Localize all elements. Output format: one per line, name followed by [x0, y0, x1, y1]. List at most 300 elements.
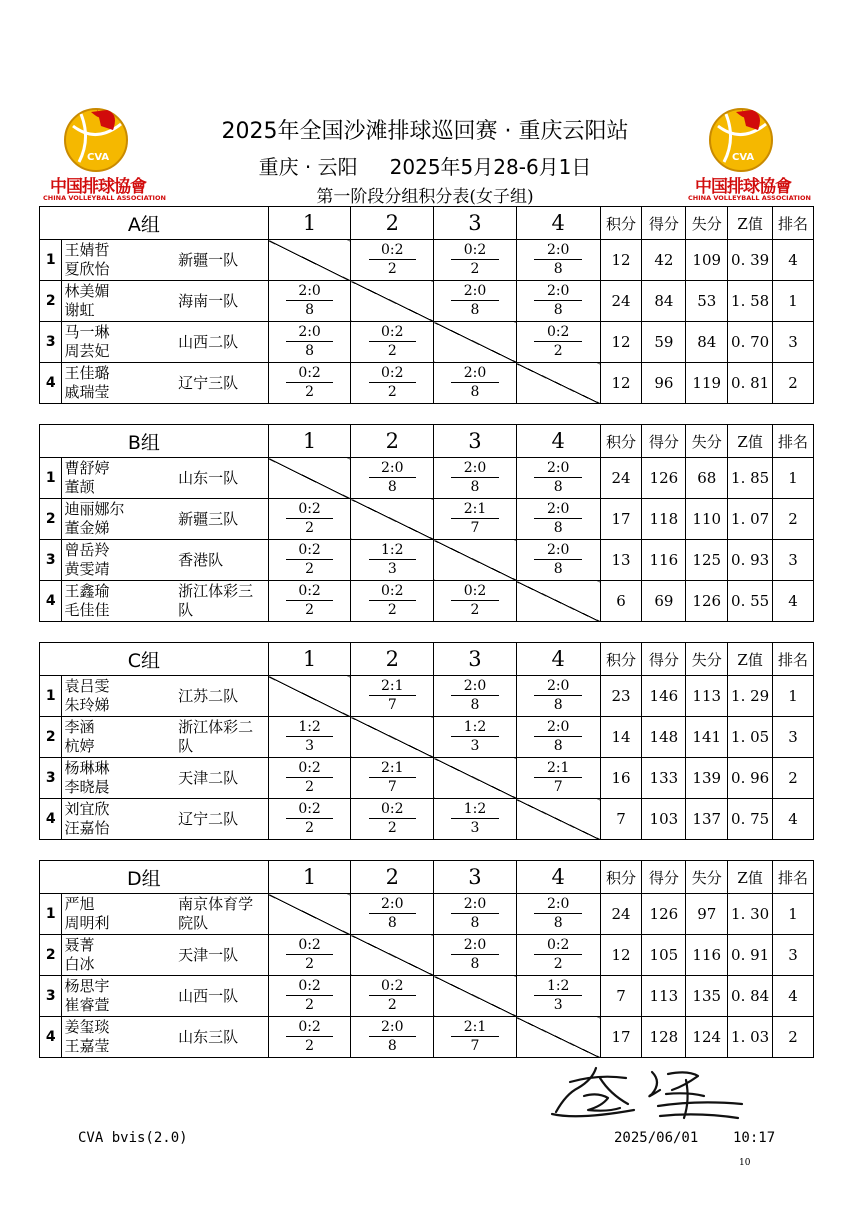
player-1: 马一琳	[64, 323, 110, 341]
row-number: 1	[40, 240, 62, 281]
col-header-opponent: 2	[351, 643, 434, 676]
col-header-opponent: 2	[351, 425, 434, 458]
match-result-cell	[516, 717, 600, 758]
col-header-stat: Z值	[728, 861, 773, 894]
match-points: 2	[387, 383, 397, 400]
col-header-opponent: 1	[268, 861, 351, 894]
match-points: 3	[553, 996, 563, 1013]
stat-points: 12	[600, 363, 642, 404]
stat-z: 1. 05	[728, 717, 773, 758]
group-name: D组	[40, 861, 269, 894]
group-table-b	[39, 424, 814, 622]
match-score: 0:2	[369, 324, 416, 342]
logo-en-text: CHINA VOLLEYBALL ASSOCIATION	[43, 194, 166, 202]
group-table-a	[39, 206, 814, 404]
stat-lost: 53	[686, 281, 728, 322]
team-name	[168, 799, 268, 840]
stat-won: 69	[642, 581, 686, 622]
match-result-cell	[516, 935, 600, 976]
team-name	[168, 935, 268, 976]
match-points: 2	[305, 383, 315, 400]
match-result-cell	[434, 281, 517, 322]
col-header-stat: 失分	[686, 207, 728, 240]
match-result-cell	[434, 240, 517, 281]
col-header-stat: 失分	[686, 425, 728, 458]
stat-won: 103	[642, 799, 686, 840]
team-name-line: 队	[178, 601, 194, 619]
player-1: 袁吕雯	[64, 677, 110, 695]
match-result-cell	[434, 581, 517, 622]
match-result-cell	[516, 499, 600, 540]
match-result-cell	[268, 799, 351, 840]
player-1: 聂菁	[64, 936, 95, 954]
col-header-opponent: 3	[434, 861, 517, 894]
match-points: 2	[305, 601, 315, 618]
match-score: 2:0	[451, 678, 498, 696]
player-2: 王嘉莹	[64, 1037, 110, 1055]
self-match-cell	[516, 799, 600, 840]
team-row	[40, 540, 814, 581]
match-result-cell	[268, 281, 351, 322]
player-names	[62, 458, 168, 499]
match-result-cell	[516, 758, 600, 799]
match-result-cell	[268, 758, 351, 799]
stat-won: 126	[642, 894, 686, 935]
team-row	[40, 935, 814, 976]
col-header-stat: 得分	[642, 425, 686, 458]
match-points: 2	[387, 601, 397, 618]
stat-lost: 97	[686, 894, 728, 935]
stat-points: 13	[600, 540, 642, 581]
player-2: 朱玲娣	[64, 696, 110, 714]
team-name	[168, 322, 268, 363]
match-result-cell	[516, 540, 600, 581]
stat-rank: 3	[773, 322, 814, 363]
match-result-cell	[434, 935, 517, 976]
match-points: 7	[470, 519, 480, 536]
match-points: 2	[553, 955, 563, 972]
team-name-line: 院队	[178, 914, 209, 932]
col-header-stat: 得分	[642, 207, 686, 240]
match-result-cell	[434, 1017, 517, 1058]
stat-lost: 141	[686, 717, 728, 758]
team-name	[168, 976, 268, 1017]
event-dates: 2025年5月28-6月1日	[389, 155, 592, 179]
group-header-row	[40, 643, 814, 676]
self-match-cell	[434, 758, 517, 799]
match-result-cell	[434, 458, 517, 499]
stat-lost: 139	[686, 758, 728, 799]
match-points: 8	[305, 342, 315, 359]
stat-lost: 68	[686, 458, 728, 499]
match-result-cell	[434, 894, 517, 935]
stat-lost: 113	[686, 676, 728, 717]
stat-lost: 110	[686, 499, 728, 540]
match-result-cell	[351, 540, 434, 581]
team-row	[40, 758, 814, 799]
match-points: 2	[305, 778, 315, 795]
player-2: 黄雯靖	[64, 560, 110, 578]
match-score: 0:2	[451, 242, 498, 260]
match-score: 2:0	[369, 1019, 416, 1037]
match-score: 1:2	[369, 542, 416, 560]
team-row	[40, 240, 814, 281]
stat-points: 17	[600, 499, 642, 540]
stat-z: 1. 29	[728, 676, 773, 717]
team-name-line: 江苏二队	[178, 686, 239, 705]
stat-rank: 3	[773, 717, 814, 758]
match-score: 0:2	[534, 937, 582, 955]
match-score: 0:2	[369, 583, 416, 601]
match-score: 0:2	[286, 937, 333, 955]
match-result-cell	[268, 1017, 351, 1058]
stat-points: 24	[600, 281, 642, 322]
row-number: 3	[40, 322, 62, 363]
stat-lost: 116	[686, 935, 728, 976]
match-points: 8	[553, 737, 563, 754]
match-score: 2:0	[534, 283, 582, 301]
match-points: 8	[470, 955, 480, 972]
team-name	[168, 281, 268, 322]
group-header-row	[40, 207, 814, 240]
stat-lost: 135	[686, 976, 728, 1017]
team-row	[40, 458, 814, 499]
col-header-opponent: 4	[516, 425, 600, 458]
match-score: 2:0	[534, 678, 582, 696]
group-name: A组	[40, 207, 269, 240]
match-points: 8	[387, 1037, 397, 1054]
team-name-line: 新疆一队	[178, 250, 239, 269]
player-2: 李晓晨	[64, 778, 110, 796]
self-match-cell	[516, 1017, 600, 1058]
player-names	[62, 894, 168, 935]
stat-z: 1. 07	[728, 499, 773, 540]
team-row	[40, 799, 814, 840]
team-name-line: 山西一队	[178, 986, 239, 1005]
match-result-cell	[351, 1017, 434, 1058]
svg-text:CVA: CVA	[732, 152, 755, 163]
match-result-cell	[268, 935, 351, 976]
team-name-line: 天津一队	[178, 945, 239, 964]
col-header-opponent: 4	[516, 643, 600, 676]
stat-points: 6	[600, 581, 642, 622]
self-match-cell	[268, 458, 351, 499]
stat-rank: 2	[773, 758, 814, 799]
stat-won: 126	[642, 458, 686, 499]
match-score: 2:0	[369, 896, 416, 914]
match-result-cell	[516, 322, 600, 363]
team-name-line: 南京体育学	[178, 895, 254, 913]
match-points: 8	[553, 519, 563, 536]
row-number: 2	[40, 717, 62, 758]
group-table-c	[39, 642, 814, 840]
match-result-cell	[351, 976, 434, 1017]
col-header-stat: Z值	[728, 643, 773, 676]
player-names	[62, 717, 168, 758]
team-row	[40, 499, 814, 540]
match-score: 2:0	[534, 719, 582, 737]
match-score: 2:1	[451, 501, 498, 519]
stat-lost: 125	[686, 540, 728, 581]
self-match-cell	[268, 676, 351, 717]
match-result-cell	[351, 322, 434, 363]
match-score: 2:0	[369, 460, 416, 478]
svg-text:CVA: CVA	[87, 152, 110, 163]
player-names	[62, 540, 168, 581]
self-match-cell	[434, 976, 517, 1017]
stat-rank: 1	[773, 458, 814, 499]
team-row	[40, 676, 814, 717]
stat-rank: 1	[773, 281, 814, 322]
stat-rank: 3	[773, 540, 814, 581]
match-score: 2:1	[534, 760, 582, 778]
player-1: 曾岳羚	[64, 541, 110, 559]
match-result-cell	[351, 363, 434, 404]
col-header-opponent: 1	[268, 643, 351, 676]
match-points: 8	[387, 478, 397, 495]
footer-date: 2025/06/01	[614, 1130, 699, 1146]
match-points: 3	[470, 819, 480, 836]
stat-points: 7	[600, 976, 642, 1017]
stat-z: 0. 96	[728, 758, 773, 799]
player-2: 董颉	[64, 478, 95, 496]
match-points: 2	[305, 519, 315, 536]
match-result-cell	[516, 458, 600, 499]
stat-z: 0. 55	[728, 581, 773, 622]
match-points: 7	[387, 696, 397, 713]
match-points: 8	[553, 560, 563, 577]
self-match-cell	[268, 894, 351, 935]
footer-time: 10:17	[733, 1130, 776, 1146]
match-points: 8	[470, 301, 480, 318]
col-header-stat: 积分	[600, 861, 642, 894]
player-2: 白冰	[64, 955, 95, 973]
stat-rank: 2	[773, 363, 814, 404]
match-score: 0:2	[369, 365, 416, 383]
player-2: 戚瑞莹	[64, 383, 110, 401]
stat-z: 0. 70	[728, 322, 773, 363]
match-result-cell	[268, 322, 351, 363]
stat-rank: 4	[773, 581, 814, 622]
player-names	[62, 976, 168, 1017]
match-score: 0:2	[286, 1019, 333, 1037]
stat-rank: 2	[773, 499, 814, 540]
match-points: 2	[470, 260, 480, 277]
player-names	[62, 799, 168, 840]
stat-z: 0. 75	[728, 799, 773, 840]
match-points: 8	[553, 914, 563, 931]
match-score: 2:0	[286, 283, 333, 301]
player-1: 王婧哲	[64, 241, 110, 259]
player-2: 杭婷	[64, 737, 95, 755]
player-names	[62, 676, 168, 717]
match-score: 0:2	[286, 583, 333, 601]
team-row	[40, 581, 814, 622]
self-match-cell	[434, 322, 517, 363]
player-2: 董金娣	[64, 519, 110, 537]
stat-won: 96	[642, 363, 686, 404]
stat-z: 1. 30	[728, 894, 773, 935]
match-points: 8	[470, 383, 480, 400]
col-header-stat: 排名	[773, 425, 814, 458]
col-header-stat: 失分	[686, 861, 728, 894]
player-2: 汪嘉怡	[64, 819, 110, 837]
team-row	[40, 1017, 814, 1058]
match-score: 1:2	[534, 978, 582, 996]
player-2: 谢虹	[64, 301, 95, 319]
stat-z: 1. 85	[728, 458, 773, 499]
match-points: 8	[553, 696, 563, 713]
row-number: 3	[40, 758, 62, 799]
player-1: 杨思宇	[64, 977, 110, 995]
match-result-cell	[434, 499, 517, 540]
stat-lost: 119	[686, 363, 728, 404]
match-points: 8	[470, 696, 480, 713]
stat-lost: 84	[686, 322, 728, 363]
player-names	[62, 499, 168, 540]
match-points: 2	[305, 955, 315, 972]
stage-title: 第一阶段分组积分表(女子组)	[316, 187, 534, 207]
col-header-stat: Z值	[728, 425, 773, 458]
stat-points: 24	[600, 894, 642, 935]
player-1: 李涵	[64, 718, 95, 736]
stat-z: 0. 39	[728, 240, 773, 281]
match-score: 0:2	[369, 242, 416, 260]
row-number: 3	[40, 976, 62, 1017]
stat-won: 118	[642, 499, 686, 540]
col-header-stat: 排名	[773, 861, 814, 894]
stat-won: 42	[642, 240, 686, 281]
stat-z: 1. 03	[728, 1017, 773, 1058]
match-result-cell	[268, 976, 351, 1017]
match-result-cell	[351, 894, 434, 935]
player-2: 周明利	[64, 914, 110, 932]
row-number: 4	[40, 581, 62, 622]
team-row	[40, 363, 814, 404]
player-2: 毛佳佳	[64, 601, 110, 619]
match-points: 7	[387, 778, 397, 795]
match-result-cell	[351, 240, 434, 281]
match-points: 8	[470, 914, 480, 931]
match-result-cell	[351, 758, 434, 799]
col-header-opponent: 4	[516, 207, 600, 240]
team-name-line: 海南一队	[178, 291, 239, 310]
stat-won: 84	[642, 281, 686, 322]
match-points: 3	[387, 560, 397, 577]
col-header-opponent: 1	[268, 425, 351, 458]
row-number: 2	[40, 499, 62, 540]
player-1: 刘宜欣	[64, 800, 110, 818]
match-score: 0:2	[451, 583, 498, 601]
self-match-cell	[351, 935, 434, 976]
player-1: 王佳璐	[64, 364, 110, 382]
stat-won: 116	[642, 540, 686, 581]
player-names	[62, 1017, 168, 1058]
team-row	[40, 281, 814, 322]
stat-rank: 4	[773, 240, 814, 281]
match-result-cell	[434, 676, 517, 717]
stat-z: 0. 93	[728, 540, 773, 581]
player-1: 姜玺琰	[64, 1018, 110, 1036]
row-number: 4	[40, 363, 62, 404]
player-names	[62, 935, 168, 976]
match-score: 2:1	[369, 760, 416, 778]
match-score: 2:0	[451, 937, 498, 955]
match-score: 1:2	[451, 719, 498, 737]
col-header-stat: 排名	[773, 643, 814, 676]
match-points: 8	[553, 260, 563, 277]
self-match-cell	[351, 717, 434, 758]
match-score: 2:1	[451, 1019, 498, 1037]
match-result-cell	[434, 799, 517, 840]
player-2: 崔睿萱	[64, 996, 110, 1014]
match-points: 8	[553, 301, 563, 318]
team-name	[168, 894, 268, 935]
match-score: 0:2	[286, 760, 333, 778]
stat-lost: 137	[686, 799, 728, 840]
match-points: 8	[305, 301, 315, 318]
row-number: 1	[40, 894, 62, 935]
stat-won: 146	[642, 676, 686, 717]
player-names	[62, 281, 168, 322]
page-title: 2025年全国沙滩排球巡回赛 · 重庆云阳站	[221, 119, 629, 144]
match-points: 2	[387, 819, 397, 836]
match-points: 2	[387, 260, 397, 277]
team-name	[168, 363, 268, 404]
match-points: 7	[553, 778, 563, 795]
match-result-cell	[516, 676, 600, 717]
stat-points: 24	[600, 458, 642, 499]
stat-lost: 109	[686, 240, 728, 281]
player-1: 迪丽娜尔	[64, 500, 125, 518]
match-result-cell	[268, 581, 351, 622]
stat-points: 17	[600, 1017, 642, 1058]
match-score: 0:2	[534, 324, 582, 342]
match-result-cell	[351, 458, 434, 499]
col-header-opponent: 1	[268, 207, 351, 240]
stat-rank: 2	[773, 1017, 814, 1058]
player-1: 曹舒婷	[64, 459, 110, 477]
match-score: 2:0	[286, 324, 333, 342]
match-points: 7	[470, 1037, 480, 1054]
stat-points: 12	[600, 322, 642, 363]
footer-software: CVA bvis(2.0)	[78, 1130, 188, 1146]
match-points: 3	[305, 737, 315, 754]
self-match-cell	[351, 499, 434, 540]
stat-rank: 4	[773, 976, 814, 1017]
col-header-stat: 积分	[600, 425, 642, 458]
team-name-line: 新疆三队	[178, 509, 239, 528]
team-name	[168, 540, 268, 581]
event-subtitle	[0, 151, 850, 180]
stat-points: 23	[600, 676, 642, 717]
team-name	[168, 581, 268, 622]
match-result-cell	[268, 499, 351, 540]
group-name: C组	[40, 643, 269, 676]
match-result-cell	[351, 799, 434, 840]
match-score: 1:2	[451, 801, 498, 819]
event-location: 重庆 · 云阳	[258, 155, 358, 179]
stat-points: 14	[600, 717, 642, 758]
team-name-line: 香港队	[178, 550, 224, 569]
col-header-opponent: 4	[516, 861, 600, 894]
self-match-cell	[516, 363, 600, 404]
row-number: 4	[40, 1017, 62, 1058]
stat-won: 148	[642, 717, 686, 758]
player-names	[62, 322, 168, 363]
stat-won: 113	[642, 976, 686, 1017]
team-name	[168, 717, 268, 758]
